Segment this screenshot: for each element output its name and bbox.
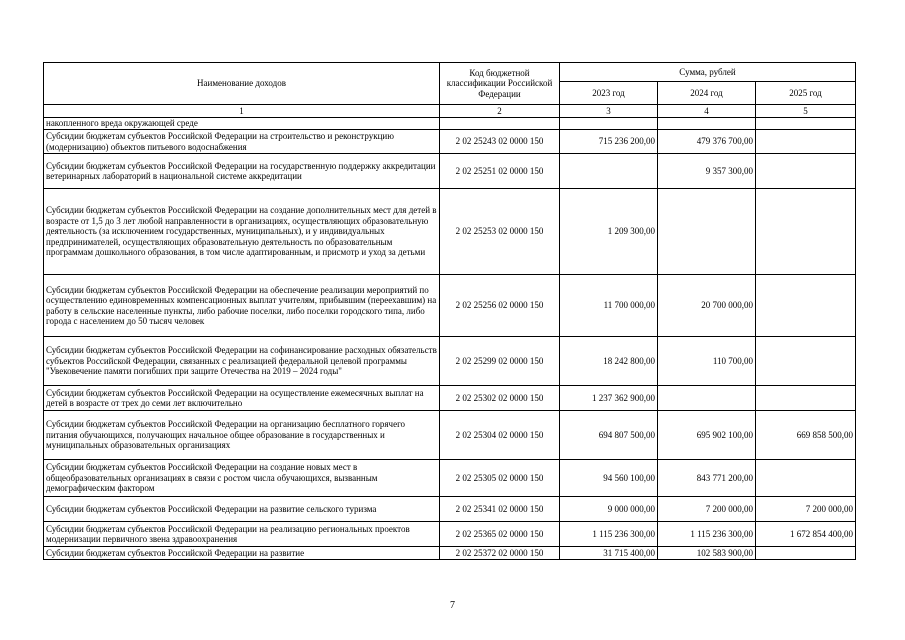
- amount-2024: 110 700,00: [658, 337, 756, 386]
- amount-2025: [756, 189, 856, 275]
- budget-code: 2 02 25251 02 0000 150: [440, 154, 560, 189]
- amount-2023: 1 209 300,00: [560, 189, 658, 275]
- income-name: Субсидии бюджетам субъектов Российской Федерации на создание дополнительных мест для детей в возрасте от 1,5 до 3 лет любой направленности в организациях, осуществляющих образовательную деятельность (за исключением государственных, муниципальных), и у индивидуальных предпринимателей, осуществляющих образовательную деятельность по образовательным программам дошкольного образования, в том числе адаптированным, и присмотр и уход за детьми: [44, 189, 440, 275]
- amount-2025: 7 200 000,00: [756, 497, 856, 522]
- budget-code: 2 02 25305 02 0000 150: [440, 460, 560, 497]
- table-row: [44, 497, 856, 522]
- amount-2023: 18 242 800,00: [560, 337, 658, 386]
- table-row: [44, 460, 856, 497]
- table-row: [44, 118, 856, 130]
- amount-2024: [658, 118, 756, 130]
- amount-2023: 11 700 000,00: [560, 275, 658, 337]
- budget-code: [440, 118, 560, 130]
- amount-2025: [756, 118, 856, 130]
- income-name: Субсидии бюджетам субъектов Российской Федерации на реализацию региональных проектов модернизации первичного звена здравоохранения: [44, 522, 440, 547]
- amount-2024: 1 115 236 300,00: [658, 522, 756, 547]
- income-name: Субсидии бюджетам субъектов Российской Федерации на обеспечение реализации мероприятий по осуществлению единовременных компенсационных выплат учителям, прибывшим (переехавшим) на работу в сельские населенные пункты, либо рабочие поселки, либо поселки городского типа, либо города с населением до 50 тысяч человек: [44, 275, 440, 337]
- amount-2024: 20 700 000,00: [658, 275, 756, 337]
- income-name: Субсидии бюджетам субъектов Российской Федерации на организацию бесплатного горячего питания обучающихся, получающих начальное общее образование в государственных и муниципальных образовательных организациях: [44, 411, 440, 460]
- table-row: [44, 547, 856, 560]
- header-year-2025: 2025 год: [756, 82, 856, 105]
- amount-2023: [560, 154, 658, 189]
- income-name: Субсидии бюджетам субъектов Российской Федерации на создание новых мест в общеобразовательных организациях в связи с ростом числа обучающихся, вызванным демографическим фактором: [44, 460, 440, 497]
- amount-2025: [756, 337, 856, 386]
- amount-2023: 694 807 500,00: [560, 411, 658, 460]
- amount-2023: [560, 118, 658, 130]
- amount-2025: [756, 130, 856, 154]
- column-number-row: [44, 105, 856, 118]
- amount-2025: [756, 547, 856, 560]
- income-name: Субсидии бюджетам субъектов Российской Федерации на развитие: [44, 547, 440, 560]
- table-row: [44, 411, 856, 460]
- table-row: [44, 130, 856, 154]
- amount-2025: [756, 460, 856, 497]
- amount-2023: 1 237 362 900,00: [560, 386, 658, 411]
- amount-2024: 695 902 100,00: [658, 411, 756, 460]
- table-row: [44, 337, 856, 386]
- header-sum: Сумма, рублей: [560, 63, 856, 82]
- budget-code: 2 02 25372 02 0000 150: [440, 547, 560, 560]
- header-year-2023: 2023 год: [560, 82, 658, 105]
- column-number: 3: [560, 105, 658, 118]
- table-row: [44, 522, 856, 547]
- income-name: накопленного вреда окружающей среде: [44, 118, 440, 130]
- amount-2023: 94 560 100,00: [560, 460, 658, 497]
- amount-2025: [756, 386, 856, 411]
- amount-2024: 479 376 700,00: [658, 130, 756, 154]
- table-row: [44, 154, 856, 189]
- amount-2024: 7 200 000,00: [658, 497, 756, 522]
- amount-2024: [658, 386, 756, 411]
- income-name: Субсидии бюджетам субъектов Российской Федерации на развитие сельского туризма: [44, 497, 440, 522]
- header-income-name: Наименование доходов: [44, 63, 440, 105]
- budget-code: 2 02 25302 02 0000 150: [440, 386, 560, 411]
- amount-2025: 1 672 854 400,00: [756, 522, 856, 547]
- amount-2023: 31 715 400,00: [560, 547, 658, 560]
- column-number: 1: [44, 105, 440, 118]
- budget-code: 2 02 25304 02 0000 150: [440, 411, 560, 460]
- table-row: [44, 189, 856, 275]
- header-row: [44, 63, 856, 82]
- amount-2023: 1 115 236 300,00: [560, 522, 658, 547]
- header-year-2024: 2024 год: [658, 82, 756, 105]
- amount-2025: [756, 154, 856, 189]
- table-row: [44, 275, 856, 337]
- budget-code: 2 02 25243 02 0000 150: [440, 130, 560, 154]
- table-row: [44, 386, 856, 411]
- header-budget-code: Код бюджетной классификации Российской Федерации: [440, 63, 560, 105]
- budget-code: 2 02 25365 02 0000 150: [440, 522, 560, 547]
- amount-2024: 102 583 900,00: [658, 547, 756, 560]
- amount-2024: 843 771 200,00: [658, 460, 756, 497]
- amount-2024: [658, 189, 756, 275]
- amount-2024: 9 357 300,00: [658, 154, 756, 189]
- page-number: 7: [450, 600, 455, 611]
- budget-code: 2 02 25341 02 0000 150: [440, 497, 560, 522]
- income-name: Субсидии бюджетам субъектов Российской Федерации на государственную поддержку аккредитации ветеринарных лабораторий в национальной системе аккредитации: [44, 154, 440, 189]
- budget-code: 2 02 25256 02 0000 150: [440, 275, 560, 337]
- amount-2023: 715 236 200,00: [560, 130, 658, 154]
- column-number: 5: [756, 105, 856, 118]
- income-table: [43, 62, 856, 560]
- income-name: Субсидии бюджетам субъектов Российской Федерации на осуществление ежемесячных выплат на детей в возрасте от трех до семи лет включительно: [44, 386, 440, 411]
- amount-2025: [756, 275, 856, 337]
- income-name: Субсидии бюджетам субъектов Российской Федерации на софинансирование расходных обязательств субъектов Российской Федерации, связанных с реализацией федеральной целевой программы "Увековечение памяти погибших при защите Отечества на 2019 – 2024 годы": [44, 337, 440, 386]
- income-name: Субсидии бюджетам субъектов Российской Федерации на строительство и реконструкцию (модернизацию) объектов питьевого водоснабжения: [44, 130, 440, 154]
- amount-2023: 9 000 000,00: [560, 497, 658, 522]
- column-number: 2: [440, 105, 560, 118]
- amount-2025: 669 858 500,00: [756, 411, 856, 460]
- column-number: 4: [658, 105, 756, 118]
- budget-code: 2 02 25253 02 0000 150: [440, 189, 560, 275]
- budget-code: 2 02 25299 02 0000 150: [440, 337, 560, 386]
